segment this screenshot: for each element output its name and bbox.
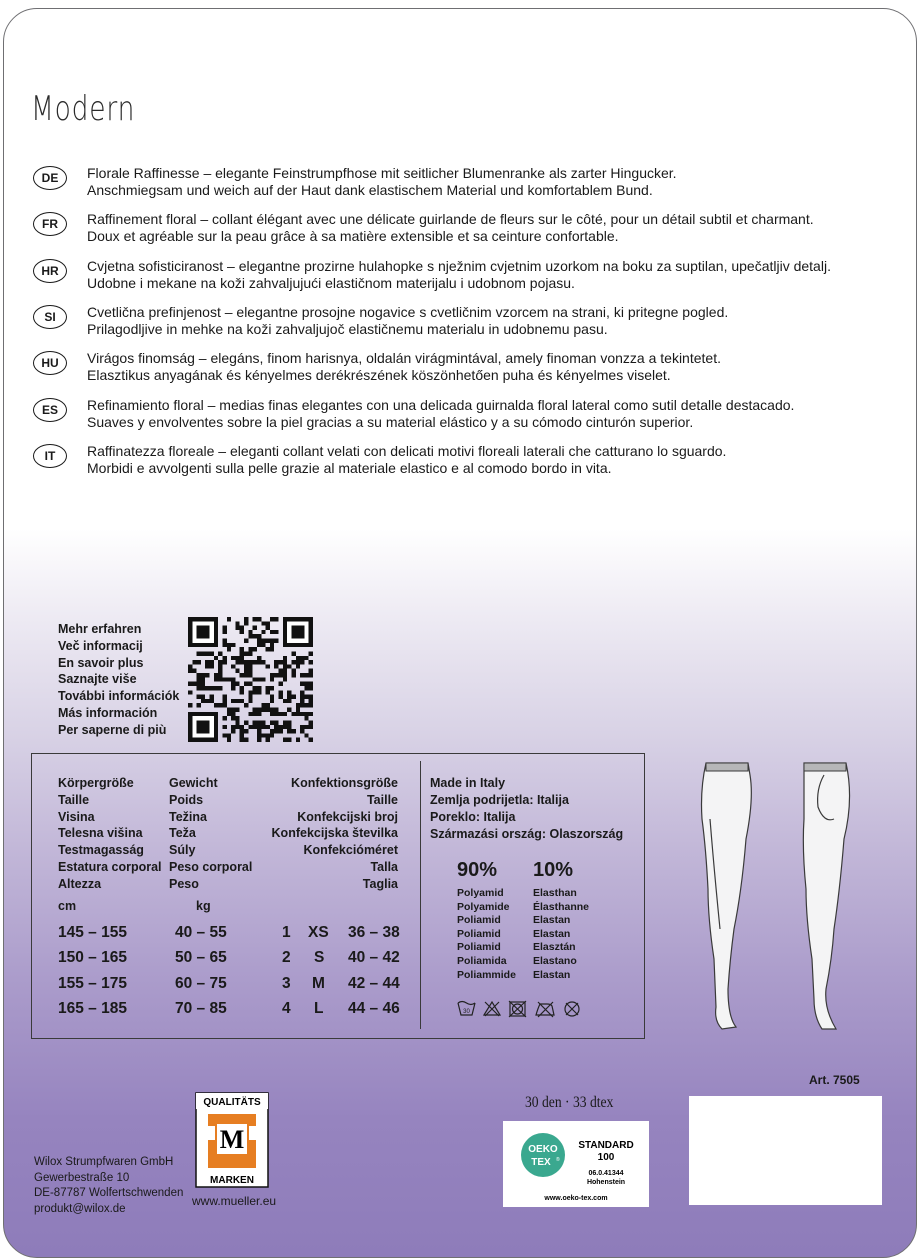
- lang-badge-si: SI: [33, 305, 67, 329]
- package-back: Modern DE Florale Raffinesse – elegante Feinstrumpfhose mit seitlicher Blumenranke als zarter Hingucker. Anschmiegsam und weich auf der Haut dank elastischem Material und komfortablem Bund. FR Raffinement floral – collant élégant avec une délicate guirlande de fleurs sur le côté, pour un détail subtil et charmant. Doux et agréable sur la peau grâce à sa matière extensible et sa ceinture confortable. HR Cvjetna sofisticiranost – elegantne prozirne hulahopke s nježnim cvjetnim uzorkom na boku za suptilan, upečatljiv detalj. Udobne i mekane na koži zahvaljujući elastičnom materijalu i udobnom pojasu. SI Cvetlična prefinjenost – elegantne prosojne nogavice s cvetličnim vzorcem na strani, ki pritegne pogled. Prilagodljive in mehke na koži zahvaljujoč elastičnemu materialu in udobnemu pasu. HU Virágos finomság – elegáns, finom harisnya, oldalán virágmintával, amely finoman vonzza a tekintetet. Elasztikus anyagának és kényelmes derékrészének köszönhetően puha és kényelmes viselet. ES Refinamiento floral – medias finas elegantes con una delicada guirnalda floral lateral como sutil detalle destacado. Suaves y envolventes sobre la piel gracias a su material elástico y a su cómodo cinturón superior. IT Raffinatezza floreale – eleganti collant velati con delicati motivi floreali laterali che catturano lo sguardo. Morbidi e avvolgenti sulla pelle grazie al materiale elastico e al comodo bordo in vita. Mehr erfahren Več informacij En savoir plus Saznajte više További információk Más información Per saperne di più Körpergröße Taille Visina Telesna višina Testmagasság Estatura corporal Altezza Gewicht Poids Težina Teža Súly Peso corporal Peso Konfektionsgröße Taille Konfekcijski broj Konfekcijska številka Konfekcióméret Talla Taglia cm kg 145 – 155 40 – 55 1 XS 36 – 38 150 – 165 50 – 65 2 S 40 – 42 155 – 175 60 – 75 3 M 42 – 44 165 – 185 70 – 85 4 L 44 – 46 Made in Italy Zemlja podrijetla: Italija Poreklo: Italija Származási ország: Olaszország 90% 10% Polyamid Polyamide Poliamid Poliamid Poliamid Poliamida Poliammide Elasthan Élasthanne Elastan Elastan Elasztán Elastano Elastan 30 Art. 7505 QUALITÄTS M MARKEN www.mueller.eu Wilox Strumpfwaren GmbH Gewerbestraße 10 DE-87787 Wolfertschwenden produkt@wilox.de 30 den · 33 dtex OEKO TEX ® STANDARD 100 06.0.41344 Hohenstein www.oeko-tex.com: [3, 8, 917, 1258]
- manufacturer-address: Wilox Strumpfwaren GmbH Gewerbestraße 10 DE-87787 Wolfertschwenden produkt@wilox.de: [34, 1156, 184, 1215]
- quality-mark-logo: [195, 1092, 269, 1188]
- no-bleach-icon: [484, 1002, 500, 1016]
- qr-code[interactable]: [188, 617, 313, 742]
- oeko-tex-logo: [503, 1121, 649, 1207]
- wash-30-icon: [458, 1002, 475, 1016]
- lang-text-si: Cvetlična prefinjenost – elegantne prosojne nogavice s cvetličnim vzorcem na strani, ki pritegne pogled. Prilagodljive in mehke na koži zahvaljujoč elastičnemu materialu in udobnemu pasu.: [87, 304, 729, 337]
- lang-text-de: Florale Raffinesse – elegante Feinstrumpfhose mit seitlicher Blumenranke als zarter Hingucker. Anschmiegsam und weich auf der Haut dank elastischem Material und komfortablem Bund.: [87, 165, 677, 198]
- no-tumble-dry-icon: [509, 1001, 526, 1017]
- size-chart-divider: [420, 761, 421, 1029]
- lang-text-hu: Virágos finomság – elegáns, finom harisnya, oldalán virágmintával, amely finoman vonzza a tekintetet. Elasztikus anyagának és kényelmes derékrészének köszönhetően puha és kényelmes viselet.: [87, 350, 721, 383]
- svg-text:STANDARD: STANDARD: [578, 1140, 634, 1151]
- care-symbols: [457, 999, 587, 1019]
- svg-text:30: 30: [463, 1009, 470, 1015]
- svg-text:M: M: [219, 1125, 245, 1154]
- svg-text:MARKEN: MARKEN: [210, 1175, 254, 1186]
- lang-badge-it: IT: [33, 444, 67, 468]
- lang-badge-de: DE: [33, 166, 67, 190]
- percent-elastane: 10%: [533, 859, 574, 881]
- material-elastane-list: Elasthan Élasthanne Elastan Elastan Elasztán Elastano Elastan: [533, 887, 590, 981]
- barcode-area: [689, 1096, 882, 1205]
- svg-text:OEKO: OEKO: [528, 1144, 558, 1155]
- country-of-origin: Made in Italy Zemlja podrijetla: Italija Poreklo: Italija Származási ország: Olaszország: [430, 776, 624, 841]
- website-link[interactable]: www.mueller.eu: [192, 1194, 277, 1208]
- lang-text-hr: Cvjetna sofisticiranost – elegantne prozirne hulahopke s nježnim cvjetnim uzorkom na boku za suptilan, upečatljiv detalj. Udobne i mekane na koži zahvaljujući elastičnom materijalu i udobnom pojasu.: [87, 258, 831, 291]
- unit-cm: cm: [58, 899, 77, 913]
- svg-text:Hohenstein: Hohenstein: [586, 1179, 626, 1186]
- no-iron-icon: [536, 1002, 554, 1017]
- svg-text:100: 100: [597, 1152, 615, 1163]
- lang-badge-fr: FR: [33, 212, 67, 236]
- svg-text:®: ®: [556, 1157, 560, 1163]
- percent-polyamide: 90%: [457, 859, 498, 881]
- size-header: Konfektionsgröße Taille Konfekcijski broj Konfekcijska številka Konfekcióméret Talla Taglia: [271, 776, 398, 891]
- material-polyamide-list: Polyamid Polyamide Poliamid Poliamid Poliamid Poliamida Poliammide: [457, 887, 516, 981]
- more-info-labels: Mehr erfahren Več informacij En savoir plus Saznajte više További információk Más información Per saperne di più: [58, 622, 180, 737]
- product-title: Modern: [31, 89, 136, 129]
- lang-badge-es: ES: [33, 398, 67, 422]
- svg-text:TEX: TEX: [531, 1157, 551, 1168]
- lang-text-es: Refinamiento floral – medias finas elegantes con una delicada guirnalda floral lateral como sutil detalle destacado. Suaves y envolventes sobre la piel gracias a su material elástico y a su cómodo cinturón superior.: [87, 397, 795, 430]
- article-number: Art. 7505: [809, 1073, 860, 1087]
- oeko-tex-label: [503, 1121, 649, 1207]
- svg-text:QUALITÄTS: QUALITÄTS: [203, 1097, 261, 1108]
- weight-header: Gewicht Poids Težina Teža Súly Peso corporal Peso: [169, 776, 253, 891]
- lang-text-it: Raffinatezza floreale – eleganti collant velati con delicati motivi floreali laterali che catturano lo sguardo. Morbidi e avvolgenti sulla pelle grazie al materiale elastico e al comodo bordo in vita.: [87, 443, 727, 476]
- unit-kg: kg: [196, 899, 211, 913]
- svg-text:www.oeko-tex.com: www.oeko-tex.com: [544, 1195, 608, 1202]
- lang-badge-hu: HU: [33, 351, 67, 375]
- den-dtex: 30 den · 33 dtex: [525, 1094, 614, 1111]
- tights-illustration: [694, 759, 894, 1039]
- svg-text:06.0.41344: 06.0.41344: [588, 1170, 624, 1177]
- no-dry-clean-icon: [565, 1002, 579, 1016]
- lang-badge-hr: HR: [33, 259, 67, 283]
- height-header: Körpergröße Taille Visina Telesna višina Testmagasság Estatura corporal Altezza: [58, 776, 162, 891]
- lang-text-fr: Raffinement floral – collant élégant avec une délicate guirlande de fleurs sur le côté, pour un détail subtil et charmant. Doux et agréable sur la peau grâce à sa matière extensible et sa ceinture confortable.: [87, 211, 814, 244]
